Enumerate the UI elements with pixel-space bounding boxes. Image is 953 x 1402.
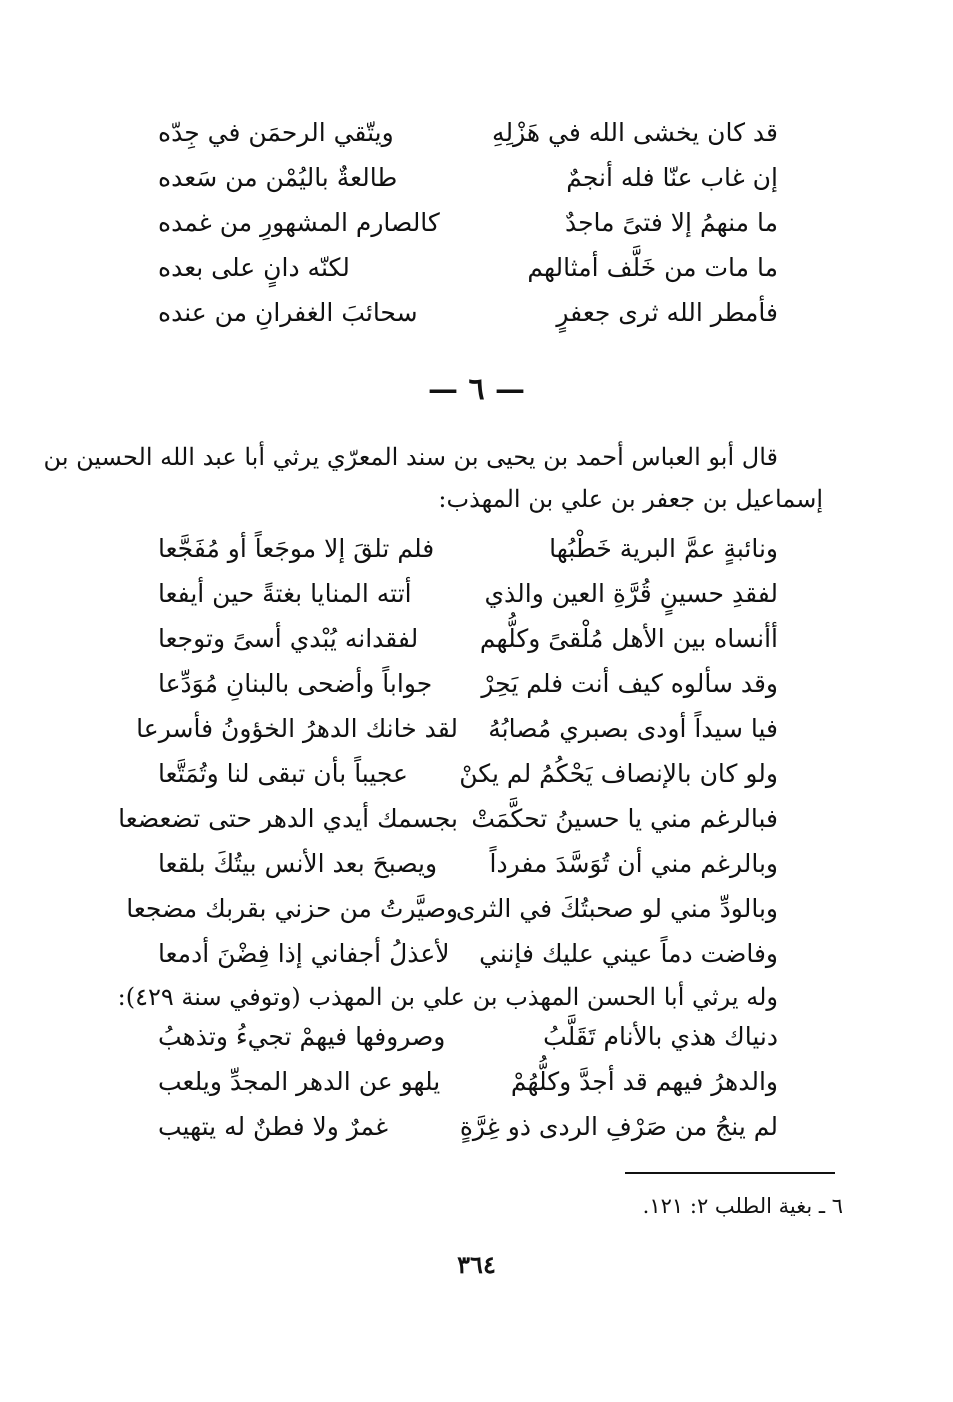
verse-first-hemistich: فأمطر الله ثرى جعفرٍ [556,298,778,327]
verse-second-hemistich: عجيباً بأن تبقى لنا وتُمَتَّعا [158,759,408,788]
verse-line [158,110,778,155]
verse-line [158,661,778,706]
verse-second-hemistich: ويتّقي الرحمَن في جِدّه [158,118,394,147]
verse-first-hemistich: ما مات من خَلَّف أمثالهم [527,253,778,282]
verse-line [158,571,778,616]
verse-second-hemistich: فلم تلقَ إلا موجَعاً أو مُفَجَّعا [158,534,435,563]
verse-second-hemistich: بجسمك أيدي الدهر حتى تضعضعا [118,804,458,833]
verse-line [158,526,778,571]
verse-second-hemistich: لفقدانه يُبْدي أسىً وتوجعا [158,624,419,653]
verse-first-hemistich: ما منهمُ إلا فتىً ماجدٌ [564,208,778,237]
verse-line [158,155,778,200]
verse-second-hemistich: لأعذلُ أجفاني إذا فِضْنَ أدمعا [158,939,450,968]
verse-second-hemistich: وصروفها فيهمْ تجيءُ وتذهبُ [158,1022,446,1051]
verse-first-hemistich: وبالرغم مني أن تُوَسَّدَ مفرداً [489,849,778,878]
verse-second-hemistich: جواباً وأضحى بالبنانِ مُوَدِّعا [158,669,433,698]
verse-line [158,245,778,290]
verse-second-hemistich: أتته المنايا بغتةً حين أيفعا [158,579,412,608]
verse-line [126,886,778,931]
verse-first-hemistich: ونائبةٍ عمَّ البرية خَطْبُها [549,534,778,563]
verse-line [158,200,778,245]
verse-first-hemistich: ولو كان بالإنصاف يَحْكُمُ لم يكنْ [459,759,778,788]
footnote-divider [625,1172,835,1174]
section-number: — ٦ — [427,372,526,407]
verse-first-hemistich: وبالودِّ مني لو صحبتُكَ في الثرى [455,894,778,923]
verse-line [158,1059,778,1104]
verse-line [158,751,778,796]
intro-paragraph-line-1: قال أبو العباس أحمد بن يحيى بن سند المعرّي يرثي أبا عبد الله الحسين بن [43,443,778,471]
intro-paragraph-3: وله يرثي أبا الحسن المهذب بن علي بن المهذب (وتوفي سنة ٤٢٩): [117,983,778,1011]
verse-second-hemistich: يلهو عن الدهر المجدِّ ويلعب [158,1067,441,1096]
verse-second-hemistich: لقد خانك الدهرُ الخؤونُ فأسرعا [136,714,458,743]
verse-second-hemistich: وصيَّرتُ من حزني بقربك مضجعا [126,894,458,923]
verse-first-hemistich: دنياك هذي بالأنام تَقَلَّبُ [543,1022,778,1051]
verse-line [136,706,778,751]
verse-first-hemistich: لفقدِ حسينٍ قُرَّةِ العين والذي [484,579,778,608]
verse-line [118,796,778,841]
verse-first-hemistich: إن غاب عنّا فله أنجمٌ [566,163,778,192]
verse-first-hemistich: والدهرُ فيهم قد أجدَّ وكلُّهُمْ [510,1067,778,1096]
poem-1 [158,110,778,335]
verse-line [158,616,778,661]
verse-second-hemistich: كالصارم المشهورِ من غمده [158,208,440,237]
verse-first-hemistich: لم ينجُ من صَرْفِ الردى ذو غِرَّةٍ [459,1112,778,1141]
intro-paragraph-line-2: إسماعيل بن جعفر بن علي بن المهذب: [438,485,823,513]
verse-line [158,290,778,335]
verse-first-hemistich: وقد سألوه كيف أنت فلم يَحِرْ [481,669,778,698]
verse-first-hemistich: قد كان يخشى الله في هَزْلِهِ [492,118,778,147]
page-number: ٣٦٤ [457,1250,496,1279]
verse-line [158,931,778,976]
verse-second-hemistich: غمرٌ ولا فطنٌ له يتهيب [158,1112,389,1141]
verse-second-hemistich: لكنّه دانٍ على بعده [158,253,350,282]
verse-first-hemistich: فبالرغم مني يا حسينُ تحكَّمَتْ [471,804,778,833]
verse-second-hemistich: ويصبحَ بعد الأنس بيتُكَ بلقعا [158,849,438,878]
poem-3 [158,1014,778,1149]
verse-first-hemistich: أأنساه بين الأهل مُلْقىً وكلُّهم [479,624,778,653]
verse-line [158,841,778,886]
verse-first-hemistich: وفاضت دماً عيني عليك فإنني [479,939,778,968]
verse-second-hemistich: سحائبَ الغفرانِ من عنده [158,298,418,327]
footnote: ٦ ـ بغية الطلب ٢: ١٢١. [642,1194,843,1218]
verse-second-hemistich: طالعةٌ باليُمْن من سَعده [158,163,398,192]
poem-2 [118,526,778,976]
verse-line [158,1104,778,1149]
verse-line [158,1014,778,1059]
verse-first-hemistich: فيا سيداً أودى بصبري مُصابُهُ [488,714,778,743]
